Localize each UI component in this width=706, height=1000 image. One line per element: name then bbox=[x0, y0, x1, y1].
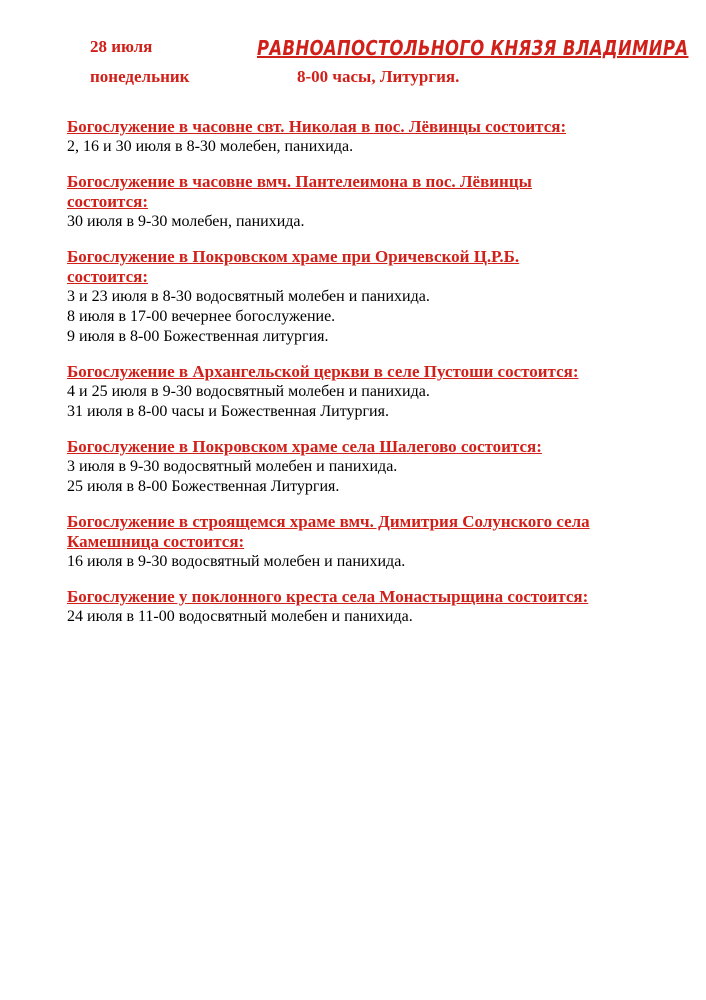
service-entry: 24 июля в 11-00 водосвятный молебен и панихида. bbox=[67, 608, 413, 625]
section-title: состоится: bbox=[67, 192, 148, 211]
section-title: Богослужение в Архангельской церкви в селе Пустоши состоится: bbox=[67, 362, 579, 381]
section-title: Богослужение в часовне свт. Николая в пос. Лёвинцы состоится: bbox=[67, 117, 567, 136]
section-title: Богослужение в Покровском храме при Оричевской Ц.Р.Б. bbox=[67, 247, 520, 266]
service-entry: 4 и 25 июля в 9-30 водосвятный молебен и панихида. bbox=[67, 383, 430, 400]
service-entry: 25 июля в 8-00 Божественная Литургия. bbox=[67, 478, 340, 495]
service-entry: 8 июля в 17-00 вечернее богослужение. bbox=[67, 308, 336, 325]
service-entry: 31 июля в 8-00 часы и Божественная Литургия. bbox=[67, 403, 389, 420]
header-service-time: 8-00 часы, Литургия. bbox=[297, 67, 460, 86]
section-title: Богослужение у поклонного креста села Монастырщина состоится: bbox=[67, 587, 589, 606]
service-section bbox=[67, 362, 667, 422]
section-title: состоится: bbox=[67, 267, 148, 286]
service-entry: 3 июля в 9-30 водосвятный молебен и панихида. bbox=[67, 458, 398, 475]
header-weekday: понедельник bbox=[90, 67, 190, 86]
service-section bbox=[67, 437, 667, 497]
section-title: Богослужение в Покровском храме села Шалегово состоится: bbox=[67, 437, 542, 456]
section-title: Камешница состоится: bbox=[67, 532, 245, 551]
header-feast-title: РАВНОАПОСТОЛЬНОГО КНЯЗЯ ВЛАДИМИРА bbox=[257, 36, 689, 60]
service-entry: 2, 16 и 30 июля в 8-30 молебен, панихида. bbox=[67, 138, 354, 155]
service-entry: 9 июля в 8-00 Божественная литургия. bbox=[67, 328, 329, 345]
service-section bbox=[67, 117, 667, 157]
section-title: Богослужение в строящемся храме вмч. Димитрия Солунского села bbox=[67, 512, 590, 531]
service-entry: 3 и 23 июля в 8-30 водосвятный молебен и панихида. bbox=[67, 288, 430, 305]
section-title: Богослужение в часовне вмч. Пантелеимона в пос. Лёвинцы bbox=[67, 172, 532, 191]
service-entry: 30 июля в 9-30 молебен, панихида. bbox=[67, 213, 305, 230]
services-list bbox=[67, 117, 667, 642]
service-section bbox=[67, 247, 667, 347]
header-date: 28 июля bbox=[90, 37, 153, 56]
service-entry: 16 июля в 9-30 водосвятный молебен и панихида. bbox=[67, 553, 406, 570]
service-section bbox=[67, 172, 667, 232]
service-section bbox=[67, 587, 667, 627]
service-section bbox=[67, 512, 667, 572]
